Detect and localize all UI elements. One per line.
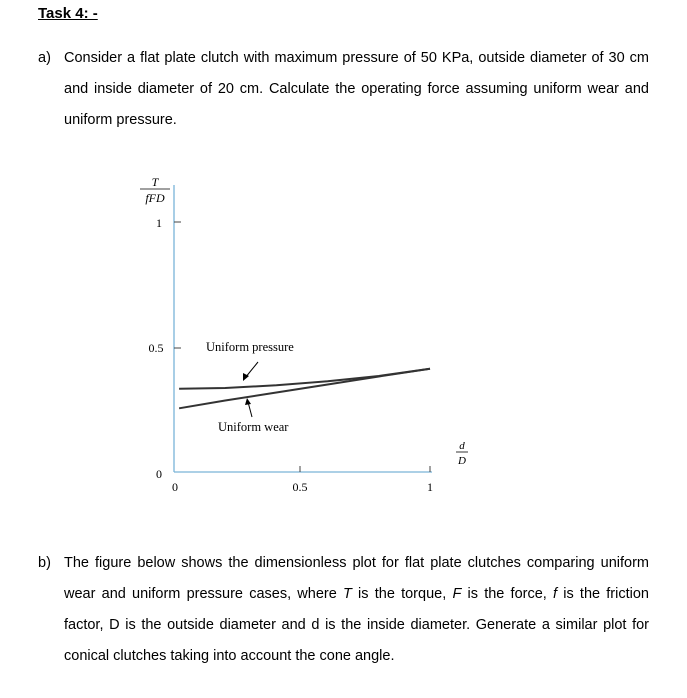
symbol-T: T <box>343 586 352 602</box>
series-uniform-pressure-line <box>179 369 430 389</box>
question-a-text: Consider a flat plate clutch with maximum pressure of 50 KPa, outside diameter of 30 cm and inside diameter of 20 cm. Calculate the operating force assuming uniform wear and uniform pressure. <box>64 50 649 128</box>
x-tick-label-0: 0 <box>172 480 178 494</box>
question-b-text-part2: is the torque, <box>351 586 453 602</box>
question-b-label: b) <box>38 555 51 571</box>
y-axis-label-numerator: T <box>151 175 159 189</box>
y-axis-label-denominator: fFD <box>145 191 165 205</box>
annotation-uniform-wear: Uniform wear <box>218 420 289 434</box>
x-tick-label-05: 0.5 <box>292 480 308 494</box>
question-b-text-part1: The figure below shows the dimensionless plot for flat plate clutches comparing uniform wear and uniform pressure cases, where <box>64 555 649 602</box>
question-b-text-part3: is the force, <box>461 586 554 602</box>
annotation-uniform-pressure: Uniform pressure <box>206 340 294 354</box>
task-title: Task 4: - <box>38 5 98 22</box>
y-tick-label-0: 0 <box>156 467 162 481</box>
symbol-F: F <box>452 586 462 602</box>
x-tick-label-1: 1 <box>427 480 433 494</box>
question-a-label: a) <box>38 50 51 66</box>
x-axis-label-denominator: D <box>458 455 466 467</box>
y-tick-label-05: 0.5 <box>148 341 164 355</box>
symbol-f: f <box>553 586 558 602</box>
annotation-arrowhead-wear <box>245 398 251 405</box>
question-b-text-part4: is the friction factor, D is the outside diameter and d is the inside diameter. Generate a similar plot for conical clutches taking into account the cone angle. <box>64 586 649 664</box>
x-axis-label-numerator: d <box>459 440 465 452</box>
question-b-text <box>64 548 649 672</box>
y-tick-label-1: 1 <box>156 216 162 230</box>
